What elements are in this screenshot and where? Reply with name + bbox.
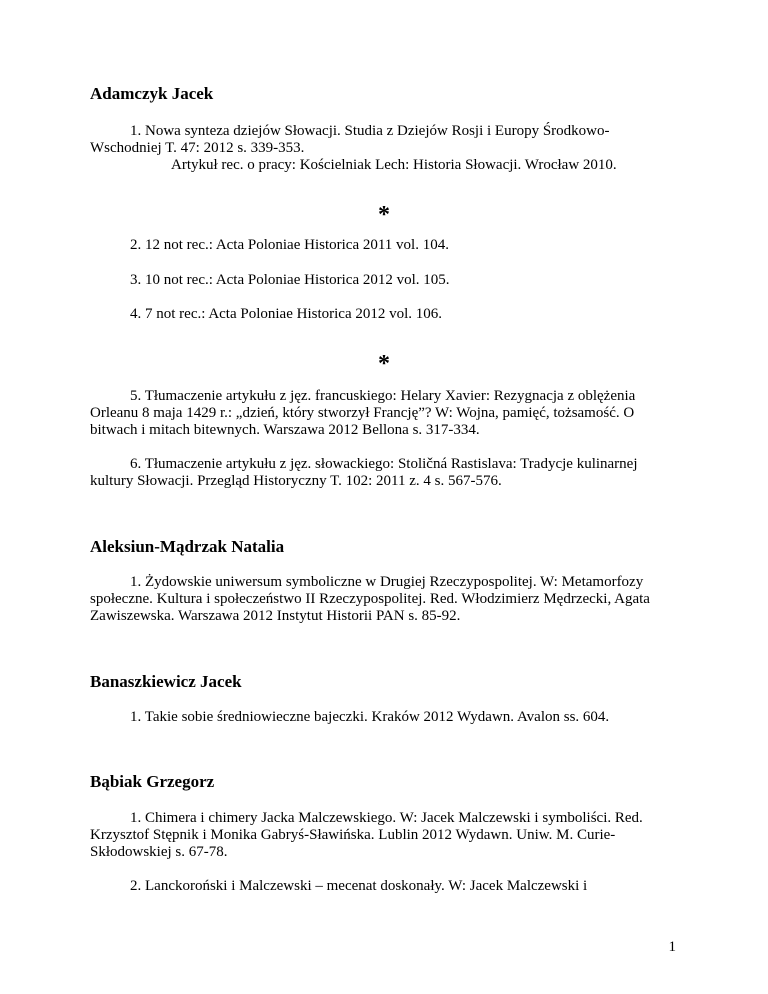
entry-line: 5. Tłumaczenie artykułu z jęz. francuskiego: Helary Xavier: Rezygnacja z oblężenia: [130, 388, 636, 404]
entry-line: 4. 7 not rec.: Acta Poloniae Historica 2012 vol. 106.: [130, 306, 443, 322]
entry-line: Artykuł rec. o pracy: Kościelniak Lech: Historia Słowacji. Wrocław 2010.: [171, 157, 617, 173]
entry-line: społeczne. Kultura i społeczeństwo II Rzeczypospolitej. Red. Włodzimierz Mędrzecki, Agata: [90, 591, 650, 607]
entry-line: 2. 12 not rec.: Acta Poloniae Historica 2011 vol. 104.: [130, 237, 449, 253]
page-number: 1: [668, 939, 676, 955]
entry-line: Krzysztof Stępnik i Monika Gabryś-Sławińska. Lublin 2012 Wydawn. Uniw. M. Curie-: [90, 827, 616, 843]
author-heading: Aleksiun-Mądrzak Natalia: [90, 537, 285, 556]
entry-line: 1. Nowa synteza dziejów Słowacji. Studia z Dziejów Rosji i Europy Środkowo-: [130, 123, 610, 139]
entry-line: kultury Słowacji. Przegląd Historyczny T. 102: 2011 z. 4 s. 567-576.: [90, 473, 502, 489]
author-heading: Bąbiak Grzegorz: [90, 772, 215, 791]
entry-line: 1. Chimera i chimery Jacka Malczewskiego. W: Jacek Malczewski i symboliści. Red.: [130, 810, 643, 826]
author-heading: Adamczyk Jacek: [90, 84, 214, 103]
author-heading: Banaszkiewicz Jacek: [90, 672, 242, 691]
entry-line: 1. Takie sobie średniowieczne bajeczki. Kraków 2012 Wydawn. Avalon ss. 604.: [130, 709, 610, 725]
entry-line: 2. Lanckoroński i Malczewski – mecenat doskonały. W: Jacek Malczewski i: [130, 878, 588, 894]
entry-line: bitwach i mitach bitewnych. Warszawa 2012 Bellona s. 317-334.: [90, 422, 480, 438]
entry-line: Orleanu 8 maja 1429 r.: „dzień, który stworzył Francję”? W: Wojna, pamięć, tożsamość. O: [90, 405, 635, 421]
entry-line: 6. Tłumaczenie artykułu z jęz. słowackiego: Stoličná Rastislava: Tradycje kulinarnej: [130, 456, 638, 472]
entry-line: Zawiszewska. Warszawa 2012 Instytut Historii PAN s. 85-92.: [90, 608, 461, 624]
section-separator: *: [378, 351, 390, 377]
entry-line: Wschodniej T. 47: 2012 s. 339-353.: [90, 140, 305, 156]
entry-line: 3. 10 not rec.: Acta Poloniae Historica 2012 vol. 105.: [130, 272, 450, 288]
entry-line: 1. Żydowskie uniwersum symboliczne w Drugiej Rzeczypospolitej. W: Metamorfozy: [130, 574, 644, 590]
section-separator: *: [378, 202, 390, 228]
entry-line: Skłodowskiej s. 67-78.: [90, 844, 228, 860]
